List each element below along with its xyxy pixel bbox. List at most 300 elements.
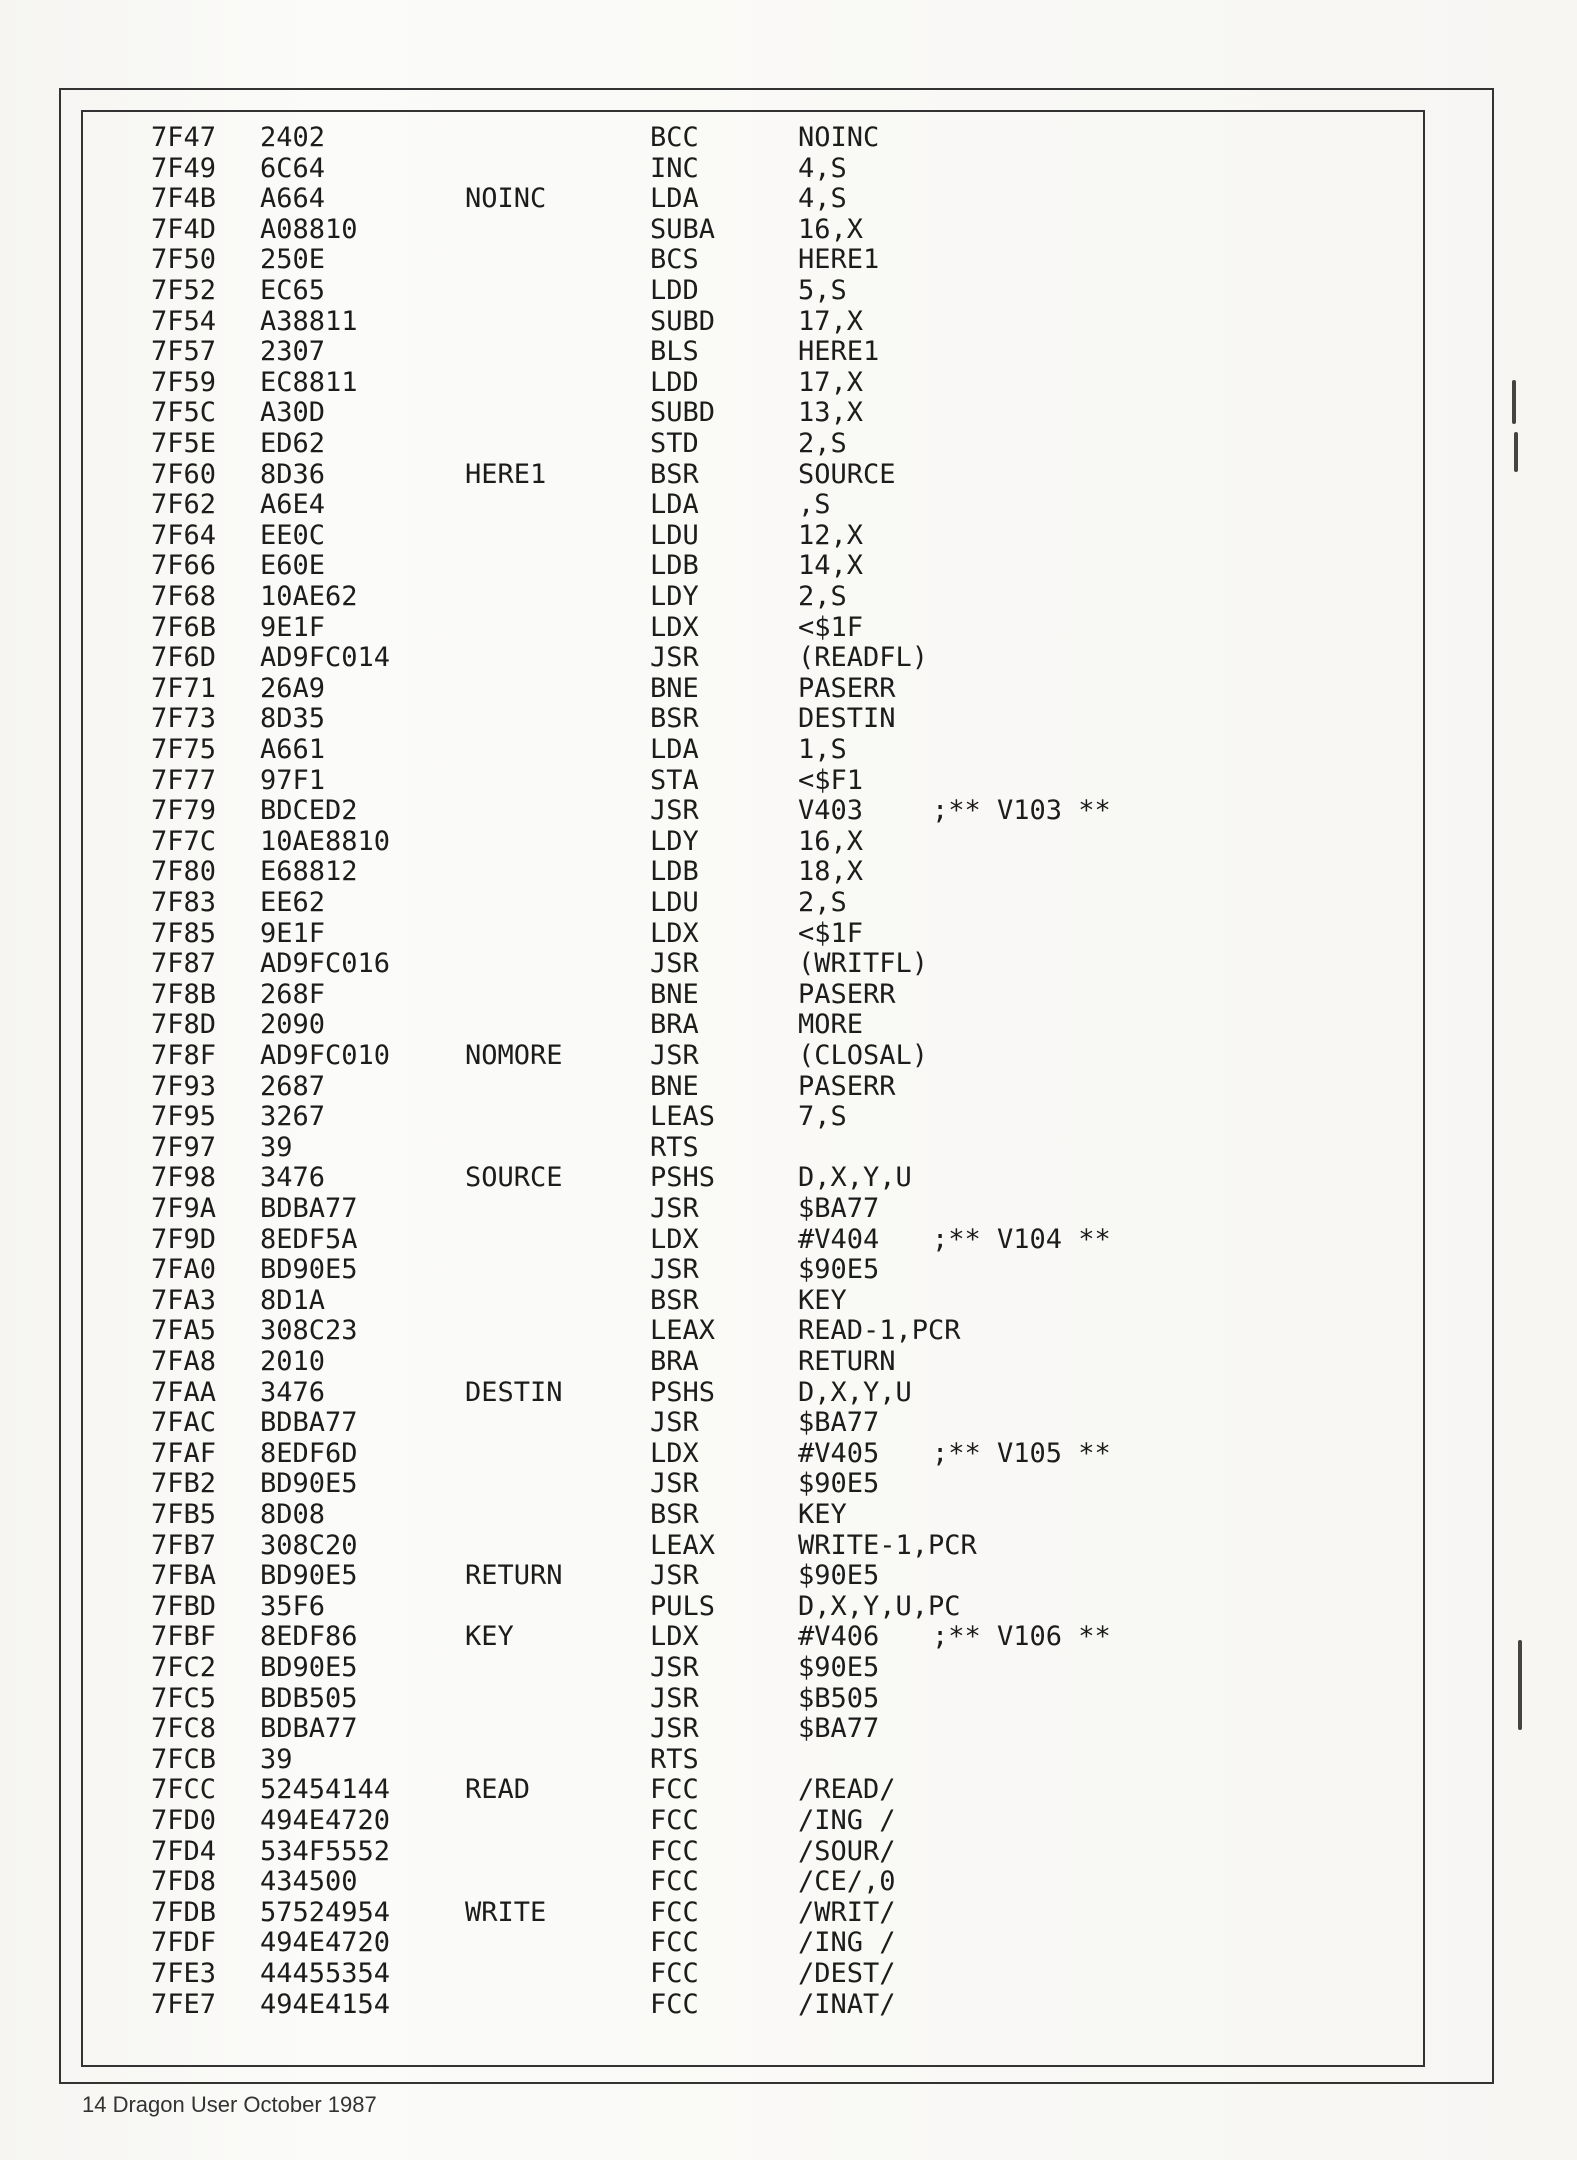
operand: $90E5 <box>798 1468 880 1500</box>
label: SOURCE <box>465 1162 563 1194</box>
address: 7F9D <box>151 1223 217 1255</box>
listing-line <box>82 1133 1422 1163</box>
operand: 17,X <box>798 366 864 398</box>
opcode: SUBA <box>650 213 716 245</box>
listing-line <box>82 276 1422 306</box>
comment: ;** V103 ** <box>932 795 1111 827</box>
address: 7F71 <box>151 672 217 704</box>
operand: /WRIT/ <box>798 1896 896 1928</box>
address: 7F79 <box>151 795 217 827</box>
opcode: JSR <box>650 1193 699 1224</box>
machine-code: BDBA77 <box>260 1713 358 1745</box>
listing-line <box>82 398 1422 428</box>
operand: 7,S <box>798 1101 847 1133</box>
machine-code: BD90E5 <box>260 1468 358 1500</box>
operand: /ING / <box>798 1927 896 1959</box>
opcode: LDA <box>650 183 699 215</box>
listing-line <box>82 1837 1422 1867</box>
listing-line <box>82 888 1422 918</box>
address: 7F93 <box>151 1070 217 1102</box>
address: 7F4D <box>151 213 217 245</box>
listing-line <box>82 1622 1422 1652</box>
operand: 5,S <box>798 275 847 306</box>
address: 7FA8 <box>151 1346 217 1377</box>
address: 7F8B <box>151 978 217 1010</box>
operand: $BA77 <box>798 1193 880 1224</box>
address: 7FD0 <box>151 1805 217 1836</box>
machine-code: EC65 <box>260 275 326 306</box>
address: 7F80 <box>151 856 217 888</box>
operand: 13,X <box>798 397 864 429</box>
machine-code: A08810 <box>260 213 358 245</box>
address: 7F95 <box>151 1101 217 1133</box>
listing-line <box>82 1990 1422 2020</box>
listing-line <box>82 1163 1422 1193</box>
opcode: JSR <box>650 1682 699 1714</box>
listing-line <box>82 704 1422 734</box>
binder-mark <box>1512 380 1516 424</box>
machine-code: AD9FC016 <box>260 948 391 980</box>
address: 7F6B <box>151 611 217 643</box>
listing-line <box>82 368 1422 398</box>
listing-line <box>82 1316 1422 1346</box>
address: 7FAC <box>151 1407 217 1439</box>
opcode: BRA <box>650 1346 699 1377</box>
address: 7F62 <box>151 489 217 521</box>
operand: 16,X <box>798 825 864 857</box>
address: 7F73 <box>151 703 217 735</box>
opcode: LDD <box>650 275 699 306</box>
listing-line <box>82 1531 1422 1561</box>
machine-code: 9E1F <box>260 917 326 949</box>
address: 7F5C <box>151 397 217 429</box>
machine-code: BD90E5 <box>260 1560 358 1592</box>
address: 7F75 <box>151 734 217 765</box>
listing-line <box>82 1714 1422 1744</box>
opcode: JSR <box>650 1713 699 1745</box>
operand: 17,X <box>798 305 864 337</box>
opcode: LDX <box>650 1223 699 1255</box>
listing-line <box>82 980 1422 1010</box>
listing-line <box>82 1959 1422 1989</box>
label: NOMORE <box>465 1040 563 1071</box>
machine-code: 3476 <box>260 1162 326 1194</box>
operand: WRITE-1,PCR <box>798 1529 977 1561</box>
listing-line <box>82 1500 1422 1530</box>
address: 7FCB <box>151 1743 217 1775</box>
operand: 4,S <box>798 152 847 184</box>
listing-line <box>82 1928 1422 1958</box>
machine-code: 9E1F <box>260 611 326 643</box>
machine-code: 52454144 <box>260 1774 391 1806</box>
opcode: LEAX <box>650 1315 716 1347</box>
machine-code: 8EDF86 <box>260 1621 358 1653</box>
address: 7F8F <box>151 1040 217 1071</box>
address: 7FCC <box>151 1774 217 1806</box>
machine-code: BDCED2 <box>260 795 358 827</box>
machine-code: 494E4720 <box>260 1927 391 1959</box>
opcode: LDB <box>650 856 699 888</box>
machine-code: EE62 <box>260 887 326 918</box>
machine-code: 26A9 <box>260 672 326 704</box>
machine-code: A30D <box>260 397 326 429</box>
operand: /INAT/ <box>798 1988 896 2020</box>
address: 7F8D <box>151 1009 217 1041</box>
address: 7FD4 <box>151 1835 217 1867</box>
listing-line <box>82 215 1422 245</box>
machine-code: BDBA77 <box>260 1193 358 1224</box>
machine-code: 8D36 <box>260 458 326 490</box>
address: 7F77 <box>151 764 217 796</box>
address: 7F66 <box>151 550 217 582</box>
operand: 2,S <box>798 887 847 918</box>
address: 7F54 <box>151 305 217 337</box>
machine-code: 494E4154 <box>260 1988 391 2020</box>
opcode: FCC <box>650 1927 699 1959</box>
operand: 14,X <box>798 550 864 582</box>
opcode: BCS <box>650 244 699 276</box>
operand: KEY <box>798 1499 847 1530</box>
listing-line <box>82 245 1422 275</box>
opcode: LDX <box>650 1621 699 1653</box>
opcode: LDX <box>650 917 699 949</box>
machine-code: BDBA77 <box>260 1407 358 1439</box>
address: 7FBD <box>151 1590 217 1622</box>
operand: /SOUR/ <box>798 1835 896 1867</box>
machine-code: 8D1A <box>260 1284 326 1316</box>
listing-line <box>82 337 1422 367</box>
opcode: SUBD <box>650 397 716 429</box>
opcode: SUBD <box>650 305 716 337</box>
listing-line <box>82 735 1422 765</box>
listing-line <box>82 1439 1422 1469</box>
machine-code: 57524954 <box>260 1896 391 1928</box>
listing-line <box>82 1194 1422 1224</box>
operand: (READFL) <box>798 642 929 674</box>
label: HERE1 <box>465 458 547 490</box>
operand: /DEST/ <box>798 1958 896 1989</box>
label: RETURN <box>465 1560 563 1592</box>
operand: HERE1 <box>798 244 880 276</box>
listing-line <box>82 949 1422 979</box>
opcode: STA <box>650 764 699 796</box>
opcode: RTS <box>650 1131 699 1163</box>
address: 7FE3 <box>151 1958 217 1989</box>
address: 7F68 <box>151 581 217 612</box>
operand: SOURCE <box>798 458 896 490</box>
opcode: FCC <box>650 1988 699 2020</box>
operand: 2,S <box>798 428 847 459</box>
operand: /READ/ <box>798 1774 896 1806</box>
opcode: BNE <box>650 672 699 704</box>
listing-line <box>82 1653 1422 1683</box>
opcode: FCC <box>650 1835 699 1867</box>
operand: D,X,Y,U <box>798 1162 912 1194</box>
address: 7F47 <box>151 122 217 153</box>
operand: 18,X <box>798 856 864 888</box>
operand: PASERR <box>798 978 896 1010</box>
comment: ;** V105 ** <box>932 1437 1111 1469</box>
machine-code: A6E4 <box>260 489 326 521</box>
opcode: BSR <box>650 458 699 490</box>
machine-code: 10AE62 <box>260 581 358 612</box>
machine-code: 308C20 <box>260 1529 358 1561</box>
operand: $90E5 <box>798 1254 880 1286</box>
operand: RETURN <box>798 1346 896 1377</box>
listing-line <box>82 1286 1422 1316</box>
opcode: JSR <box>650 1407 699 1439</box>
machine-code: 534F5552 <box>260 1835 391 1867</box>
opcode: FCC <box>650 1958 699 1989</box>
opcode: JSR <box>650 795 699 827</box>
address: 7F7C <box>151 825 217 857</box>
operand: HERE1 <box>798 336 880 368</box>
address: 7F57 <box>151 336 217 368</box>
operand: #V404 <box>798 1223 880 1255</box>
opcode: LDU <box>650 519 699 551</box>
machine-code: 494E4720 <box>260 1805 391 1836</box>
listing-line <box>82 1041 1422 1071</box>
listing-line <box>82 1347 1422 1377</box>
address: 7FD8 <box>151 1866 217 1898</box>
listing-line <box>82 1102 1422 1132</box>
opcode: JSR <box>650 1468 699 1500</box>
address: 7FC8 <box>151 1713 217 1745</box>
opcode: INC <box>650 152 699 184</box>
listing-line <box>82 154 1422 184</box>
address: 7FBF <box>151 1621 217 1653</box>
machine-code: 2090 <box>260 1009 326 1041</box>
machine-code: A664 <box>260 183 326 215</box>
address: 7F52 <box>151 275 217 306</box>
machine-code: 2010 <box>260 1346 326 1377</box>
operand: 4,S <box>798 183 847 215</box>
listing-line <box>82 857 1422 887</box>
listing-line <box>82 521 1422 551</box>
listing-line <box>82 1072 1422 1102</box>
machine-code: 434500 <box>260 1866 358 1898</box>
listing-line <box>82 184 1422 214</box>
machine-code: EE0C <box>260 519 326 551</box>
opcode: JSR <box>650 1560 699 1592</box>
address: 7FA3 <box>151 1284 217 1316</box>
machine-code: 39 <box>260 1743 293 1775</box>
listing-line <box>82 1561 1422 1591</box>
label: READ <box>465 1774 531 1806</box>
operand: <$F1 <box>798 764 864 796</box>
listing-line <box>82 460 1422 490</box>
label: DESTIN <box>465 1376 563 1408</box>
operand: /ING / <box>798 1805 896 1836</box>
listing-line <box>82 643 1422 673</box>
opcode: LDA <box>650 734 699 765</box>
machine-code: 2687 <box>260 1070 326 1102</box>
machine-code: A661 <box>260 734 326 765</box>
listing-line <box>82 1898 1422 1928</box>
listing-line <box>82 1469 1422 1499</box>
machine-code: 39 <box>260 1131 293 1163</box>
address: 7F5E <box>151 428 217 459</box>
binder-mark <box>1518 1640 1522 1730</box>
opcode: BSR <box>650 1499 699 1530</box>
machine-code: 10AE8810 <box>260 825 391 857</box>
operand: D,X,Y,U,PC <box>798 1590 961 1622</box>
machine-code: BD90E5 <box>260 1254 358 1286</box>
opcode: LDY <box>650 825 699 857</box>
address: 7FDB <box>151 1896 217 1928</box>
operand: 16,X <box>798 213 864 245</box>
operand: KEY <box>798 1284 847 1316</box>
operand: <$1F <box>798 611 864 643</box>
operand: DESTIN <box>798 703 896 735</box>
address: 7F4B <box>151 183 217 215</box>
operand: $90E5 <box>798 1652 880 1683</box>
machine-code: 8EDF5A <box>260 1223 358 1255</box>
listing-line <box>82 674 1422 704</box>
machine-code: 8D08 <box>260 1499 326 1530</box>
listing-line <box>82 429 1422 459</box>
address: 7F64 <box>151 519 217 551</box>
operand: $B505 <box>798 1682 880 1714</box>
opcode: LDA <box>650 489 699 521</box>
operand: (CLOSAL) <box>798 1040 929 1071</box>
comment: ;** V106 ** <box>932 1621 1111 1653</box>
address: 7FB2 <box>151 1468 217 1500</box>
machine-code: 3476 <box>260 1376 326 1408</box>
binder-mark <box>1514 432 1518 472</box>
address: 7F97 <box>151 1131 217 1163</box>
listing-line <box>82 307 1422 337</box>
address: 7F85 <box>151 917 217 949</box>
opcode: BRA <box>650 1009 699 1041</box>
machine-code: AD9FC014 <box>260 642 391 674</box>
operand: ,S <box>798 489 831 521</box>
label: WRITE <box>465 1896 547 1928</box>
operand: V403 <box>798 795 864 827</box>
machine-code: 250E <box>260 244 326 276</box>
machine-code: 35F6 <box>260 1590 326 1622</box>
listing-line <box>82 613 1422 643</box>
listing-line <box>82 1225 1422 1255</box>
address: 7F87 <box>151 948 217 980</box>
operand: PASERR <box>798 672 896 704</box>
machine-code: BDB505 <box>260 1682 358 1714</box>
listing-line <box>82 796 1422 826</box>
opcode: JSR <box>650 642 699 674</box>
address: 7FE7 <box>151 1988 217 2020</box>
opcode: BSR <box>650 1284 699 1316</box>
opcode: LDB <box>650 550 699 582</box>
address: 7F49 <box>151 152 217 184</box>
operand: READ-1,PCR <box>798 1315 961 1347</box>
listing-line <box>82 1255 1422 1285</box>
machine-code: 6C64 <box>260 152 326 184</box>
listing-line <box>82 490 1422 520</box>
opcode: LEAX <box>650 1529 716 1561</box>
machine-code: EC8811 <box>260 366 358 398</box>
machine-code: 97F1 <box>260 764 326 796</box>
operand: $BA77 <box>798 1407 880 1439</box>
opcode: JSR <box>650 1040 699 1071</box>
machine-code: 44455354 <box>260 1958 391 1989</box>
opcode: PSHS <box>650 1162 716 1194</box>
address: 7FC2 <box>151 1652 217 1683</box>
listing-line <box>82 123 1422 153</box>
machine-code: BD90E5 <box>260 1652 358 1683</box>
operand: D,X,Y,U <box>798 1376 912 1408</box>
page-footer: 14 Dragon User October 1987 <box>82 2092 377 2117</box>
address: 7F9A <box>151 1193 217 1224</box>
listing-line <box>82 1010 1422 1040</box>
operand: <$1F <box>798 917 864 949</box>
operand: /CE/,0 <box>798 1866 896 1898</box>
address: 7F60 <box>151 458 217 490</box>
opcode: LDX <box>650 611 699 643</box>
listing-line <box>82 1806 1422 1836</box>
machine-code: 2307 <box>260 336 326 368</box>
label: NOINC <box>465 183 547 215</box>
address: 7FA5 <box>151 1315 217 1347</box>
operand: #V406 <box>798 1621 880 1653</box>
label: KEY <box>465 1621 514 1653</box>
address: 7F98 <box>151 1162 217 1194</box>
address: 7F50 <box>151 244 217 276</box>
operand: $90E5 <box>798 1560 880 1592</box>
opcode: STD <box>650 428 699 459</box>
machine-code: E68812 <box>260 856 358 888</box>
address: 7FA0 <box>151 1254 217 1286</box>
listing-line <box>82 1867 1422 1897</box>
opcode: BNE <box>650 1070 699 1102</box>
opcode: FCC <box>650 1805 699 1836</box>
listing-line <box>82 1775 1422 1805</box>
comment: ;** V104 ** <box>932 1223 1111 1255</box>
opcode: LDD <box>650 366 699 398</box>
opcode: BLS <box>650 336 699 368</box>
operand: PASERR <box>798 1070 896 1102</box>
opcode: LDY <box>650 581 699 612</box>
opcode: PSHS <box>650 1376 716 1408</box>
assembly-listing <box>82 123 1422 2063</box>
machine-code: 8EDF6D <box>260 1437 358 1469</box>
address: 7FB7 <box>151 1529 217 1561</box>
listing-line <box>82 582 1422 612</box>
opcode: LDU <box>650 887 699 918</box>
operand: $BA77 <box>798 1713 880 1745</box>
address: 7F6D <box>151 642 217 674</box>
opcode: JSR <box>650 948 699 980</box>
operand: MORE <box>798 1009 864 1041</box>
opcode: FCC <box>650 1896 699 1928</box>
opcode: FCC <box>650 1774 699 1806</box>
opcode: JSR <box>650 1254 699 1286</box>
opcode: JSR <box>650 1652 699 1683</box>
address: 7FAF <box>151 1437 217 1469</box>
operand: #V405 <box>798 1437 880 1469</box>
opcode: BNE <box>650 978 699 1010</box>
machine-code: ED62 <box>260 428 326 459</box>
listing-line <box>82 1378 1422 1408</box>
operand: (WRITFL) <box>798 948 929 980</box>
machine-code: A38811 <box>260 305 358 337</box>
opcode: BSR <box>650 703 699 735</box>
opcode: LDX <box>650 1437 699 1469</box>
machine-code: 3267 <box>260 1101 326 1133</box>
operand: 12,X <box>798 519 864 551</box>
operand: 1,S <box>798 734 847 765</box>
machine-code: 268F <box>260 978 326 1010</box>
address: 7FDF <box>151 1927 217 1959</box>
